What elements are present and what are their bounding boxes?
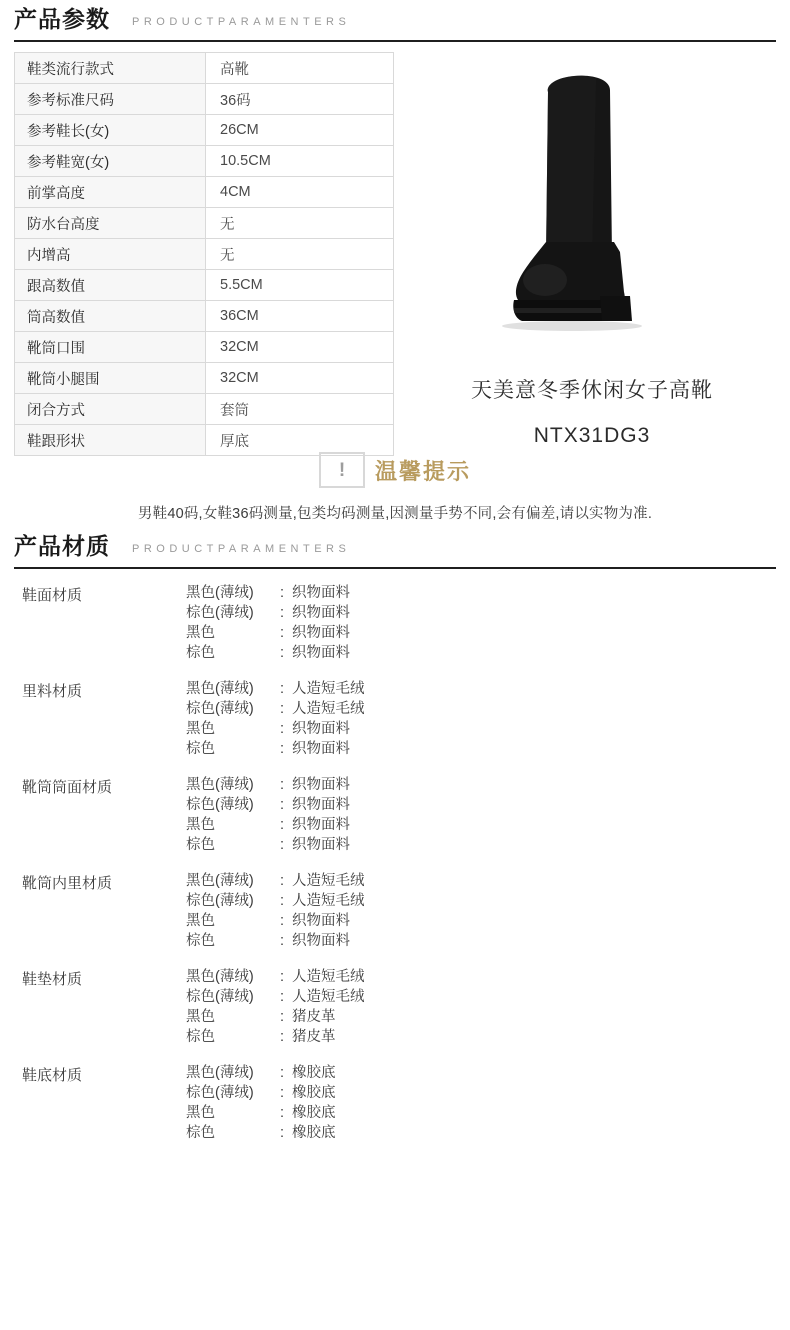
list-item <box>0 1063 790 1159</box>
spec-value: 无 <box>206 239 394 270</box>
material-color: 棕色 <box>186 837 215 853</box>
spec-key: 鞋跟形状 <box>15 425 206 456</box>
material-color: 棕色(薄绒) <box>186 1085 254 1101</box>
list-item <box>0 583 790 679</box>
material-color: 黑色 <box>186 1009 215 1025</box>
colon-separator: : <box>280 645 285 661</box>
material-values <box>186 871 365 951</box>
material-name: 橡胶底 <box>292 1125 336 1141</box>
product-title: 天美意冬季休闲女子高靴 <box>471 379 713 402</box>
materials-title-en: PRODUCTPARAMENTERS <box>132 543 351 555</box>
colon-separator: : <box>280 721 285 737</box>
table-row <box>15 394 394 425</box>
material-values <box>186 679 365 759</box>
material-label: 鞋垫材质 <box>22 971 83 988</box>
spec-key: 鞋类流行款式 <box>15 53 206 84</box>
material-color: 黑色 <box>186 817 215 833</box>
colon-separator: : <box>280 913 285 929</box>
spec-table <box>14 52 394 456</box>
list-item <box>0 775 790 871</box>
materials-section-heading <box>0 535 790 558</box>
tips-title: 温馨提示 <box>374 458 471 484</box>
material-color: 黑色(薄绒) <box>186 777 254 793</box>
colon-separator: : <box>280 893 285 909</box>
material-name: 织物面料 <box>292 625 350 641</box>
params-body <box>0 52 790 456</box>
materials-list <box>0 583 790 1159</box>
material-name: 织物面料 <box>292 913 350 929</box>
black-high-boot-photo <box>442 56 742 356</box>
material-color: 黑色(薄绒) <box>186 681 254 697</box>
spec-value: 5.5CM <box>206 270 394 301</box>
spec-value: 36CM <box>206 301 394 332</box>
spec-key: 参考标准尺码 <box>15 84 206 115</box>
colon-separator: : <box>280 1085 285 1101</box>
spec-value: 4CM <box>206 177 394 208</box>
spec-value: 32CM <box>206 332 394 363</box>
table-row <box>15 301 394 332</box>
spec-value: 厚底 <box>206 425 394 456</box>
spec-key: 参考鞋宽(女) <box>15 146 206 177</box>
material-color: 棕色(薄绒) <box>186 797 254 813</box>
colon-separator: : <box>280 933 285 949</box>
material-name: 织物面料 <box>292 933 350 949</box>
material-name: 人造短毛绒 <box>292 873 365 889</box>
table-row <box>15 270 394 301</box>
tips-heading <box>0 452 790 488</box>
table-row <box>15 84 394 115</box>
material-color: 黑色 <box>186 721 215 737</box>
material-color: 棕色(薄绒) <box>186 989 254 1005</box>
material-color: 棕色(薄绒) <box>186 605 254 621</box>
params-section-heading <box>0 8 790 31</box>
colon-separator: : <box>280 989 285 1005</box>
material-color: 棕色 <box>186 741 215 757</box>
material-name: 人造短毛绒 <box>292 701 365 717</box>
material-color: 棕色 <box>186 933 215 949</box>
table-row <box>15 177 394 208</box>
material-name: 人造短毛绒 <box>292 681 365 697</box>
table-row <box>15 363 394 394</box>
colon-separator: : <box>280 625 285 641</box>
spec-key: 闭合方式 <box>15 394 206 425</box>
spec-key: 前掌高度 <box>15 177 206 208</box>
materials-heading-divider <box>14 567 776 569</box>
spec-value: 32CM <box>206 363 394 394</box>
colon-separator: : <box>280 837 285 853</box>
material-color: 黑色(薄绒) <box>186 585 254 601</box>
table-row <box>15 425 394 456</box>
material-name: 织物面料 <box>292 777 350 793</box>
colon-separator: : <box>280 797 285 813</box>
spec-key: 跟高数值 <box>15 270 206 301</box>
colon-separator: : <box>280 873 285 889</box>
material-color: 棕色(薄绒) <box>186 893 254 909</box>
material-color: 棕色 <box>186 1029 215 1045</box>
spec-value: 套筒 <box>206 394 394 425</box>
material-color: 黑色 <box>186 1105 215 1121</box>
colon-separator: : <box>280 701 285 717</box>
colon-separator: : <box>280 817 285 833</box>
params-title-cn: 产品参数 <box>14 6 110 32</box>
material-values <box>186 775 350 855</box>
material-name: 织物面料 <box>292 797 350 813</box>
table-row <box>15 239 394 270</box>
list-item <box>0 871 790 967</box>
spec-value: 高靴 <box>206 53 394 84</box>
spec-key: 靴筒口围 <box>15 332 206 363</box>
material-color: 黑色 <box>186 913 215 929</box>
material-name: 织物面料 <box>292 741 350 757</box>
spec-key: 防水台高度 <box>15 208 206 239</box>
spec-key: 靴筒小腿围 <box>15 363 206 394</box>
spec-value: 26CM <box>206 115 394 146</box>
material-color: 黑色(薄绒) <box>186 969 254 985</box>
material-name: 橡胶底 <box>292 1065 336 1081</box>
material-name: 猪皮革 <box>292 1009 336 1025</box>
material-name: 织物面料 <box>292 817 350 833</box>
list-item <box>0 967 790 1063</box>
materials-title-cn: 产品材质 <box>14 533 110 559</box>
spec-key: 内增高 <box>15 239 206 270</box>
material-name: 人造短毛绒 <box>292 989 365 1005</box>
table-row <box>15 53 394 84</box>
exclamation-icon: ! <box>319 452 365 488</box>
product-code: NTX31DG3 <box>533 424 651 447</box>
colon-separator: : <box>280 1009 285 1025</box>
product-parameters-section <box>0 8 790 456</box>
colon-separator: : <box>280 681 285 697</box>
warm-tips-section <box>0 452 790 523</box>
colon-separator: : <box>280 1105 285 1121</box>
list-item <box>0 679 790 775</box>
spec-value: 无 <box>206 208 394 239</box>
table-row <box>15 146 394 177</box>
tips-text: 男鞋40码,女鞋36码测量,包类均码测量,因测量手势不同,会有偏差,请以实物为准. <box>137 506 653 522</box>
colon-separator: : <box>280 1029 285 1045</box>
spec-value: 36码 <box>206 84 394 115</box>
colon-separator: : <box>280 605 285 621</box>
material-name: 人造短毛绒 <box>292 969 365 985</box>
material-values <box>186 967 365 1047</box>
material-color: 棕色 <box>186 645 215 661</box>
material-values <box>186 583 350 663</box>
boot-photo <box>442 56 742 356</box>
material-color: 黑色(薄绒) <box>186 873 254 889</box>
table-row <box>15 208 394 239</box>
material-name: 织物面料 <box>292 837 350 853</box>
spec-key: 筒高数值 <box>15 301 206 332</box>
material-name: 织物面料 <box>292 645 350 661</box>
colon-separator: : <box>280 1065 285 1081</box>
table-row <box>15 332 394 363</box>
product-materials-section <box>0 535 790 1159</box>
product-showcase <box>394 52 790 456</box>
material-label: 靴筒筒面材质 <box>22 779 113 796</box>
material-color: 棕色 <box>186 1125 215 1141</box>
material-label: 靴筒内里材质 <box>22 875 113 892</box>
material-label: 鞋面材质 <box>22 587 83 604</box>
colon-separator: : <box>280 969 285 985</box>
material-label: 里料材质 <box>22 683 83 700</box>
material-name: 猪皮革 <box>292 1029 336 1045</box>
material-color: 棕色(薄绒) <box>186 701 254 717</box>
material-values <box>186 1063 336 1143</box>
material-name: 织物面料 <box>292 721 350 737</box>
spec-key: 参考鞋长(女) <box>15 115 206 146</box>
colon-separator: : <box>280 1125 285 1141</box>
colon-separator: : <box>280 741 285 757</box>
material-color: 黑色 <box>186 625 215 641</box>
params-heading-divider <box>14 40 776 42</box>
material-name: 织物面料 <box>292 585 350 601</box>
material-name: 橡胶底 <box>292 1105 336 1121</box>
table-row <box>15 115 394 146</box>
material-name: 橡胶底 <box>292 1085 336 1101</box>
material-name: 人造短毛绒 <box>292 893 365 909</box>
spec-value: 10.5CM <box>206 146 394 177</box>
colon-separator: : <box>280 585 285 601</box>
params-title-en: PRODUCTPARAMENTERS <box>132 16 351 28</box>
material-label: 鞋底材质 <box>22 1067 83 1084</box>
colon-separator: : <box>280 777 285 793</box>
material-name: 织物面料 <box>292 605 350 621</box>
material-color: 黑色(薄绒) <box>186 1065 254 1081</box>
